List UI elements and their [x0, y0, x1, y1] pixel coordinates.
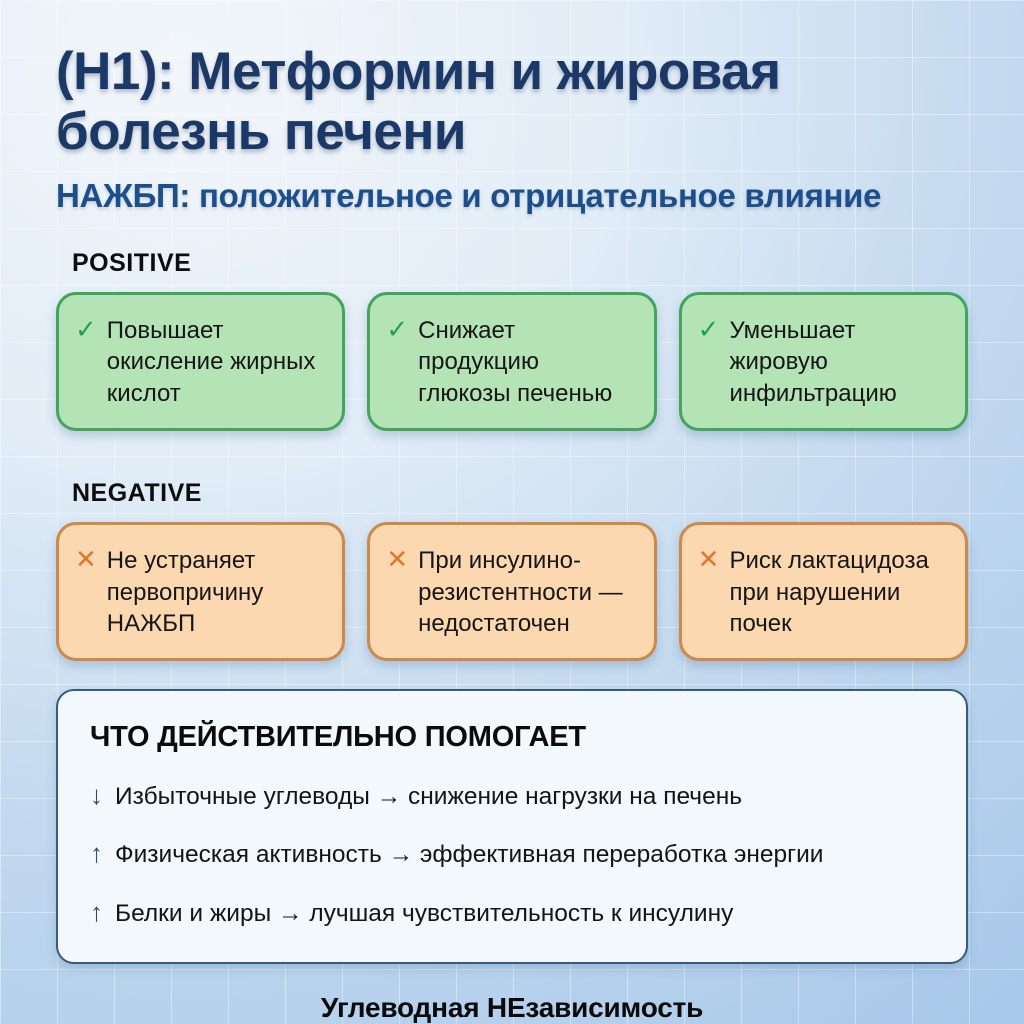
arrow-up-icon: ↑ [90, 838, 103, 869]
page-title: (H1): Метформин и жировая болезнь печени [56, 42, 781, 162]
negative-card-text: Риск лактацидоза при нарушении почек [729, 546, 929, 638]
check-icon: ✓ [75, 313, 97, 344]
negative-section-label: NEGATIVE [72, 478, 202, 507]
footer-brand: Углеводная НЕзависимость [320, 991, 704, 1023]
help-text: Белки и жиры → лучшая чувствительность к инсулину [115, 900, 734, 928]
negative-card [56, 522, 345, 661]
cross-icon: ✕ [386, 543, 409, 574]
help-text: Физическая активность → эффективная переработка энергии [115, 841, 824, 869]
negative-card [679, 522, 968, 661]
positive-card-text: Повышает окисление жирных кислот [106, 316, 316, 408]
positive-card [367, 292, 656, 431]
help-text: Избыточные углеводы → снижение нагрузки на печень [115, 782, 742, 810]
what-really-helps-card [56, 689, 968, 964]
check-icon: ✓ [386, 313, 409, 344]
negative-card [367, 522, 656, 661]
positive-cards-row [56, 292, 968, 431]
positive-section-label: POSITIVE [72, 248, 192, 277]
positive-card-text: Уменьшает жировую инфильтрацию [729, 316, 897, 408]
list-item [90, 897, 934, 930]
arrow-down-icon: ↓ [90, 779, 103, 810]
list-item [90, 780, 934, 813]
positive-card [679, 292, 968, 431]
positive-card-text: Снижает продукцию глюкозы печенью [418, 316, 613, 408]
list-item [90, 838, 934, 871]
page-subtitle: НАЖБП: положительное и отрицательное влияние [56, 176, 882, 214]
positive-card [56, 292, 345, 431]
negative-cards-row [56, 522, 968, 661]
arrow-up-icon: ↑ [90, 897, 103, 928]
cross-icon: ✕ [75, 543, 97, 574]
negative-card-text: Не устраняет первопричину НАЖБП [106, 546, 264, 638]
cross-icon: ✕ [697, 543, 720, 574]
negative-card-text: При инсулино-резистентности — недостаточен [418, 546, 623, 638]
helps-title: ЧТО ДЕЙСТВИТЕЛЬНО ПОМОГАЕТ [90, 720, 586, 753]
check-icon: ✓ [697, 313, 720, 344]
